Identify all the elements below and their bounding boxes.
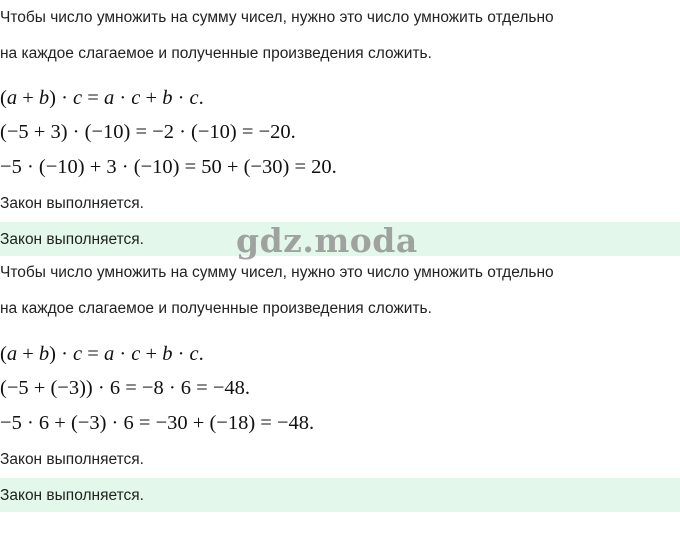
answer-text: Закон выполняется. bbox=[0, 487, 144, 504]
conclusion-text: Закон выполняется. bbox=[0, 451, 144, 468]
rule-text-line-1: Чтобы число умножить на сумму чисел, нужно это число умножить отдельно bbox=[0, 264, 554, 281]
calculation-right-side: −5 · (−10) + 3 · (−10) = 50 + (−30) = 20. bbox=[0, 156, 337, 178]
watermark-logo: gdz.moda bbox=[236, 221, 418, 260]
answer-highlight bbox=[0, 478, 680, 512]
answer-text: Закон выполняется. bbox=[0, 231, 144, 248]
calculation-right-side: −5 · 6 + (−3) · 6 = −30 + (−18) = −48. bbox=[0, 412, 315, 434]
distributive-formula: (a + b) · c = a · c + b · c. bbox=[0, 87, 204, 109]
rule-text-line-1: Чтобы число умножить на сумму чисел, нужно это число умножить отдельно bbox=[0, 9, 554, 26]
distributive-formula: (a + b) · c = a · c + b · c. bbox=[0, 343, 204, 365]
calculation-left-side: (−5 + (−3)) · 6 = −8 · 6 = −48. bbox=[0, 377, 251, 399]
calculation-left-side: (−5 + 3) · (−10) = −2 · (−10) = −20. bbox=[0, 121, 296, 143]
rule-text-line-2: на каждое слагаемое и полученные произведения сложить. bbox=[0, 45, 432, 62]
conclusion-text: Закон выполняется. bbox=[0, 195, 144, 212]
rule-text-line-2: на каждое слагаемое и полученные произведения сложить. bbox=[0, 300, 432, 317]
